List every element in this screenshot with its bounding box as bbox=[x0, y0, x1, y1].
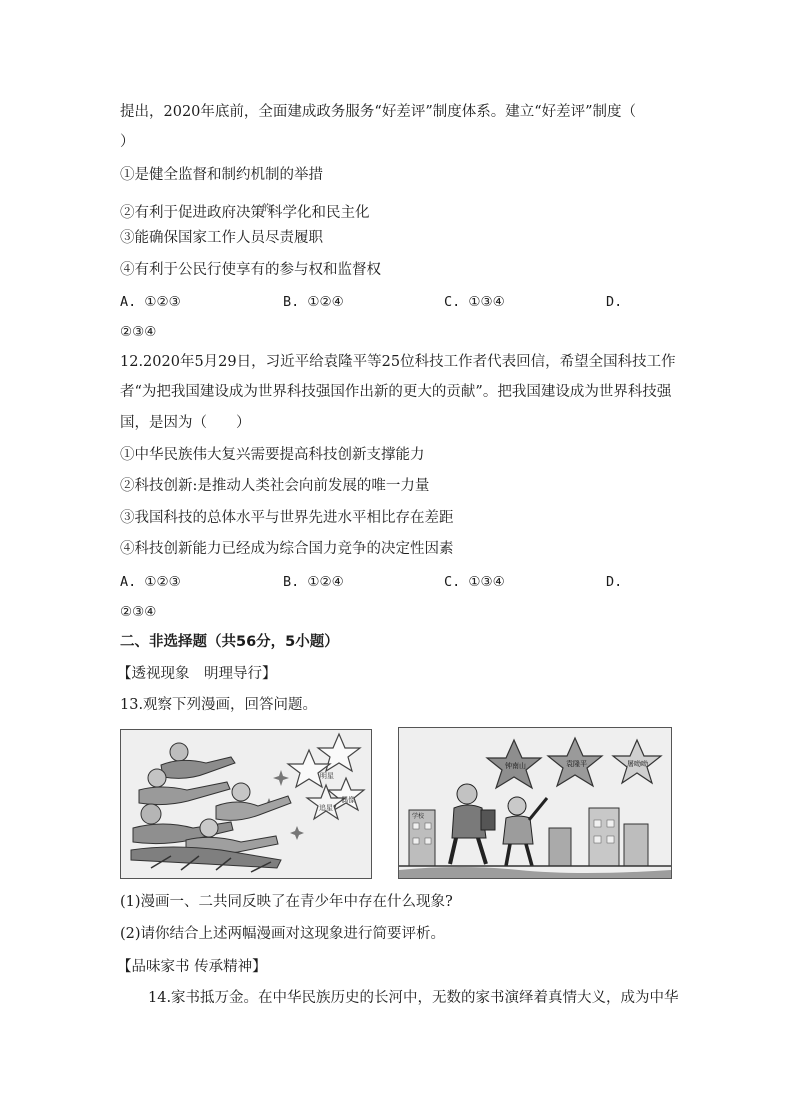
q11-item-1: ①是健全监督和制约机制的举措 bbox=[120, 167, 323, 183]
q12-option-d: D. bbox=[606, 574, 623, 590]
cartoon-1-label-2: 偶像 bbox=[341, 796, 355, 804]
cartoon-2-label-2: 袁隆平 bbox=[566, 760, 587, 768]
cartoon-2 bbox=[398, 727, 672, 879]
q12-option-b: B. ①②④ bbox=[283, 574, 344, 590]
q11-item-2-sup: 的 bbox=[262, 204, 272, 214]
q14-stem: 14.家书抵万金。在中华民族历史的长河中，无数的家书演绎着真情大义，成为中华 bbox=[148, 990, 679, 1006]
cartoon-1 bbox=[120, 729, 372, 879]
q12-stem-line1: 12.2020年5月29日，习近平给袁隆平等25位科技工作者代表回信，希望全国科技工作 bbox=[120, 354, 676, 370]
cartoon-1-label-3: 追星 bbox=[319, 804, 333, 812]
q11-item-2-head: ②有利于促进政府决策 bbox=[120, 205, 265, 221]
q11-option-a: A. ①②③ bbox=[120, 294, 181, 310]
q13-sub-question-2: (2)请你结合上述两幅漫画对这现象进行简要评析。 bbox=[120, 926, 446, 942]
section-heading: 二、非选择题（共56分，5小题） bbox=[120, 634, 339, 650]
q13-stem: 13.观察下列漫画，回答问题。 bbox=[120, 697, 318, 713]
q11-item-3: ③能确保国家工作人员尽责履职 bbox=[120, 230, 323, 246]
q12-option-a: A. ①②③ bbox=[120, 574, 181, 590]
q11-item-2-tail: 科学化和民主化 bbox=[268, 205, 370, 221]
q11-item-2 bbox=[120, 199, 370, 223]
cartoon-1-label-1: 明星 bbox=[320, 772, 334, 780]
q11-stem-line2: ） bbox=[120, 134, 135, 150]
q12-item-4: ④科技创新能力已经成为综合国力竞争的决定性因素 bbox=[120, 541, 454, 557]
cartoon-2-label-3: 屠呦呦 bbox=[627, 760, 648, 768]
cartoon-2-drawing bbox=[399, 728, 671, 878]
q11-item-4: ④有利于公民行使享有的参与权和监督权 bbox=[120, 262, 381, 278]
q12-item-2: ②科技创新:是推动人类社会向前发展的唯一力量 bbox=[120, 478, 430, 494]
q13-sub-question-1: (1)漫画一、二共同反映了在青少年中存在什么现象? bbox=[120, 894, 453, 910]
cartoon-2-label-4: 学校 bbox=[412, 813, 425, 820]
cartoon-2-label-1: 钟南山 bbox=[505, 762, 526, 770]
q12-item-1: ①中华民族伟大复兴需要提高科技创新支撑能力 bbox=[120, 447, 425, 463]
q12-option-c: C. ①③④ bbox=[444, 574, 505, 590]
section-subheading-2: 【品味家书 传承精神】 bbox=[117, 959, 267, 975]
section-subheading-1: 【透视现象 明理导行】 bbox=[117, 666, 277, 682]
q11-option-b: B. ①②④ bbox=[283, 294, 344, 310]
cartoon-1-drawing bbox=[121, 730, 371, 878]
q11-option-d-cont: ②③④ bbox=[120, 324, 157, 340]
q12-stem-line2: 者“为把我国建设成为世界科技强国作出新的更大的贡献”。把我国建设成为世界科技强 bbox=[120, 384, 672, 400]
q11-option-c: C. ①③④ bbox=[444, 294, 505, 310]
q12-option-d-cont: ②③④ bbox=[120, 604, 157, 620]
q11-stem-line1: 提出，2020年底前，全面建成政务服务“好差评”制度体系。建立“好差评”制度（ bbox=[120, 104, 637, 120]
q12-stem-line3: 国，是因为（ ） bbox=[120, 415, 251, 431]
q12-item-3: ③我国科技的总体水平与世界先进水平相比存在差距 bbox=[120, 510, 454, 526]
q11-option-d: D. bbox=[606, 294, 623, 310]
